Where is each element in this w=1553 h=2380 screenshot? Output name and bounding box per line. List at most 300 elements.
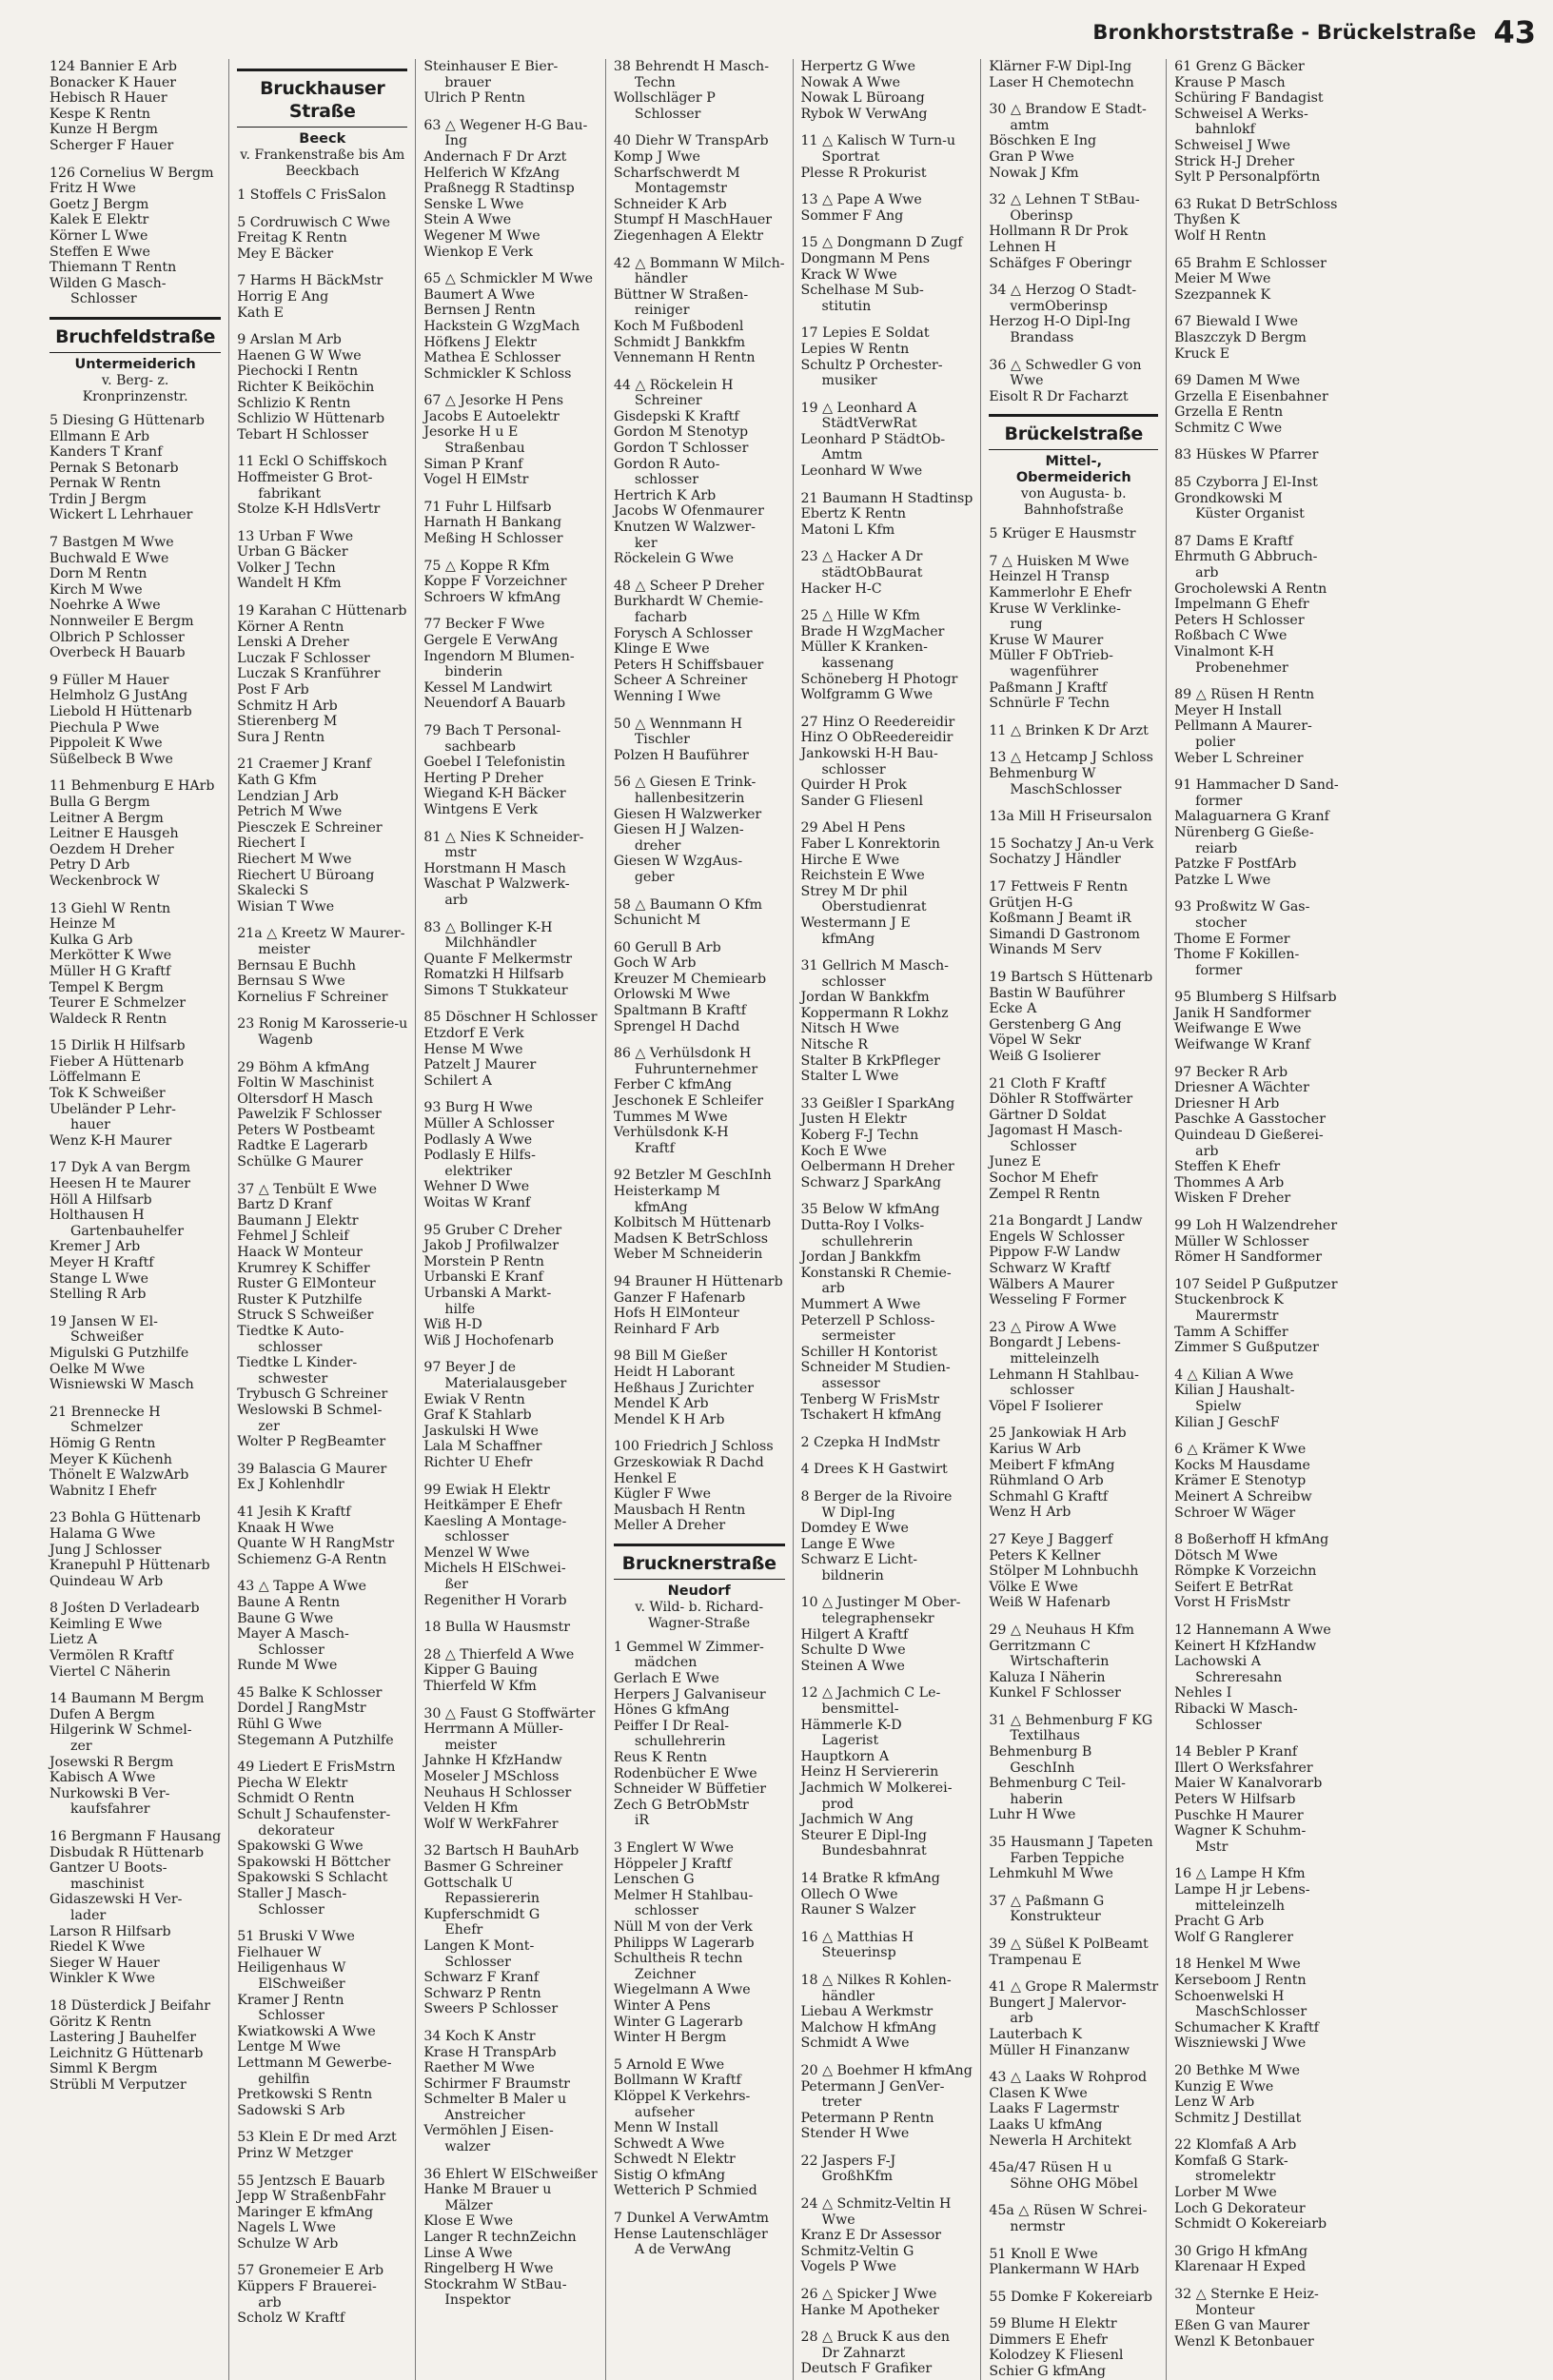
directory-entry: Schumacher K Kraftf xyxy=(1174,2019,1319,2036)
directory-entry: Petry D Arb xyxy=(49,857,130,874)
directory-entry: 9 Füller M Hauer xyxy=(49,672,169,688)
entry-spacer xyxy=(801,2185,973,2196)
directory-entry: Zimmer S Gußputzer xyxy=(1174,1340,1319,1356)
directory-entry: Fuhrunternehmer xyxy=(634,1061,758,1077)
directory-column xyxy=(228,59,415,2380)
directory-entry: Meyer K Küchenh xyxy=(49,1451,172,1467)
directory-entry: Jankowski H-H Bau- xyxy=(800,745,938,761)
directory-entry: 92 Betzler M GeschInh xyxy=(613,1168,772,1184)
directory-entry: Mummert A Wwe xyxy=(800,1296,921,1312)
directory-entry: assessor xyxy=(821,1375,880,1391)
entry-spacer xyxy=(801,809,973,820)
directory-entry: 67 Biewald I Wwe xyxy=(1174,314,1299,330)
directory-entry: Scheer A Schreiner xyxy=(613,673,748,689)
directory-entry: Olbrich P Schlosser xyxy=(49,629,185,645)
directory-entry: 60 Gerull B Arb xyxy=(613,939,721,955)
directory-entry: 18 Henkel M Wwe xyxy=(1174,1957,1301,1973)
directory-entry: Schlosser xyxy=(444,1954,511,1970)
directory-entry: walzer xyxy=(444,2139,491,2155)
entry-spacer xyxy=(237,915,407,926)
directory-entry: Koßmann J Beamt iR xyxy=(989,911,1131,927)
directory-entry: Philipps W Lagerarb xyxy=(613,1935,755,1951)
directory-entry: 85 Czyborra J El-Inst xyxy=(1174,475,1318,491)
entry-spacer xyxy=(237,518,407,529)
directory-entry: musiker xyxy=(821,373,877,389)
directory-entry: Winter H Bergm xyxy=(613,2030,727,2046)
entry-spacer xyxy=(989,712,1158,723)
directory-entry: Brade H WzgMacher xyxy=(800,623,945,639)
directory-entry: hilfe xyxy=(444,1301,476,1317)
entry-spacer xyxy=(1174,1053,1343,1065)
directory-entry: 14 Baumann M Bergm xyxy=(49,1691,205,1707)
directory-entry: Steuerinsp xyxy=(821,1945,896,1961)
directory-entry: Büttner W Straßen- xyxy=(613,286,749,303)
directory-entry: 39 Balascia G Maurer xyxy=(237,1461,387,1477)
directory-entry: Hirche E Wwe xyxy=(800,852,900,868)
directory-entry: Dimmers E Ehefr xyxy=(989,2331,1108,2348)
directory-entry: Stein A Wwe xyxy=(423,212,512,228)
directory-entry: Hämmerle K-D xyxy=(800,1717,902,1733)
directory-entry: Kilian J Haushalt- xyxy=(1174,1383,1295,1399)
directory-entry: Dorn M Rentn xyxy=(49,566,147,582)
directory-entry: Gärtner D Soldat xyxy=(989,1107,1107,1123)
directory-entry: Rühmland O Arb xyxy=(989,1473,1104,1489)
directory-entry: rung xyxy=(1010,617,1043,633)
entry-spacer xyxy=(237,1493,407,1505)
directory-entry: Ebertz K Rentn xyxy=(800,506,906,522)
directory-entry: Herpertz G Wwe xyxy=(800,59,915,74)
directory-entry: Helmholz G JustAng xyxy=(49,688,188,704)
entry-spacer xyxy=(49,1027,221,1038)
directory-entry: Schmidt J Bankkfm xyxy=(613,334,746,350)
directory-entry: Senske L Wwe xyxy=(423,196,524,212)
directory-entry: Spakowski H Böttcher xyxy=(237,1854,391,1870)
directory-entry: Thome E Former xyxy=(1174,931,1290,947)
directory-entry: Hense Lautenschläger xyxy=(613,2226,768,2242)
directory-entry: Gantzer U Boots- xyxy=(49,1860,167,1877)
directory-entry: Tamm A Schiffer xyxy=(1174,1324,1288,1340)
entry-spacer xyxy=(989,2305,1158,2316)
directory-entry: 61 Grenz G Bäcker xyxy=(1174,59,1305,74)
directory-entry: Koch E Wwe xyxy=(800,1143,887,1159)
directory-entry: Stange L Wwe xyxy=(49,1270,149,1287)
entry-spacer xyxy=(801,947,973,958)
directory-entry: Wolfgramm G Wwe xyxy=(800,687,934,703)
directory-entry: Malaguarnera G Kranf xyxy=(1174,809,1329,825)
directory-entry: vermOberinsp xyxy=(1010,298,1108,314)
directory-entry: Rühl G Wwe xyxy=(237,1717,323,1733)
directory-entry: Wenning I Wwe xyxy=(613,688,721,704)
directory-entry: Schüring F Bandagist xyxy=(1174,90,1324,107)
directory-entry: Faber L Konrektorin xyxy=(800,836,940,852)
directory-entry: amtm xyxy=(1010,117,1050,133)
directory-entry: Tempel K Bergm xyxy=(49,979,164,995)
directory-entry: Scherger F Hauer xyxy=(49,137,174,153)
directory-entry: Halama G Wwe xyxy=(49,1525,156,1542)
directory-entry: Schülke G Maurer xyxy=(237,1154,364,1170)
entry-spacer xyxy=(237,443,407,454)
directory-entry: Schwedt N Elektr xyxy=(613,2152,736,2168)
directory-entry: mitteleinzelh xyxy=(1195,1898,1286,1914)
directory-entry: 44 △ Röckelein H xyxy=(613,377,734,393)
directory-entry: Pawelzik F Schlosser xyxy=(237,1107,382,1123)
directory-entry: sermeister xyxy=(821,1328,895,1345)
directory-entry: 22 Klomfaß A Arb xyxy=(1174,2137,1297,2154)
directory-entry: Lastering J Bauhelfer xyxy=(49,2030,197,2046)
directory-entry: Rybok W VerwAng xyxy=(800,106,928,122)
directory-entry: Kunzig E Wwe xyxy=(1174,2078,1274,2095)
directory-entry: Heinze M xyxy=(49,916,116,933)
entry-spacer xyxy=(989,797,1158,809)
directory-entry: Dr Zahnarzt xyxy=(821,2345,906,2361)
directory-entry: schullehrerin xyxy=(634,1734,726,1750)
directory-entry: Gerstenberg G Ang xyxy=(989,1016,1122,1033)
entry-spacer xyxy=(49,523,221,535)
directory-entry: schlosser xyxy=(634,472,699,488)
directory-entry: Stumpf H MaschHauer xyxy=(613,212,773,228)
directory-entry: Strübli M Verputzer xyxy=(49,2076,187,2093)
directory-entry: Hauptkorn A xyxy=(800,1748,890,1764)
directory-entry: Pippoleit K Wwe xyxy=(49,736,163,752)
directory-entry: Kügler F Wwe xyxy=(613,1486,712,1503)
directory-entry: Deutsch F Grafiker xyxy=(800,2361,933,2377)
directory-entry: Weifwange E Wwe xyxy=(1174,1021,1302,1037)
directory-entry: Maurermstr xyxy=(1195,1308,1279,1324)
directory-entry: 5 Krüger E Hausmstr xyxy=(989,526,1136,542)
street-name: Bruckhauser Straße xyxy=(260,78,385,122)
directory-entry: Jepp W StraßenbFahr xyxy=(237,2189,386,2205)
directory-entry: 21 Baumann H Stadtinsp xyxy=(800,490,973,506)
directory-entry: Wolf G Ranglerer xyxy=(1174,1929,1294,1945)
directory-entry: Schier G kfmAng xyxy=(989,2364,1107,2380)
directory-entry: Regenither H Vorarb xyxy=(423,1592,567,1608)
directory-entry: 11 Eckl O Schiffskoch xyxy=(237,454,387,470)
directory-entry: 6 △ Krämer K Wwe xyxy=(1174,1442,1307,1458)
directory-entry: 13 Giehl W Rentn xyxy=(49,900,171,916)
directory-entry: 13 Urban F Wwe xyxy=(237,528,354,544)
directory-entry: Schult J Schaufenster- xyxy=(237,1807,391,1823)
directory-entry: Helferich W KfzAng xyxy=(423,165,560,181)
directory-entry: Linse A Wwe xyxy=(423,2245,513,2261)
directory-entry: geber xyxy=(634,869,675,885)
street-heading xyxy=(237,69,407,128)
directory-entry: 17 Fettweis F Rentn xyxy=(989,878,1129,895)
entry-spacer xyxy=(801,2052,973,2063)
directory-entry: Laaks U kfmAng xyxy=(989,2116,1103,2133)
directory-entry: Thiemann T Rentn xyxy=(49,260,177,276)
directory-entry: Sura J Rentn xyxy=(237,729,325,745)
directory-entry: Wenz K-H Maurer xyxy=(49,1132,172,1149)
directory-entry: Bernsau E Buchh xyxy=(237,957,357,974)
entry-spacer xyxy=(801,1450,973,1462)
directory-entry: Müller W Schlosser xyxy=(1174,1233,1309,1249)
directory-entry: Quante W H RangMstr xyxy=(237,1536,395,1552)
entry-spacer xyxy=(989,90,1158,102)
entry-spacer xyxy=(801,1583,973,1595)
directory-entry: 18 Bulla W Hausmstr xyxy=(423,1620,571,1636)
entry-spacer xyxy=(1174,1521,1343,1532)
entry-spacer xyxy=(989,825,1158,836)
directory-entry: Fritz H Wwe xyxy=(49,181,136,197)
directory-entry: Heinzel H Transp xyxy=(989,569,1110,585)
directory-entry: Klärner F-W Dipl-Ing xyxy=(989,59,1132,74)
directory-entry: Basmer G Schreiner xyxy=(423,1859,563,1875)
directory-entry: Weckenbrock W xyxy=(49,873,160,889)
directory-entry: Winands M Serv xyxy=(989,942,1102,958)
directory-entry: treter xyxy=(821,2095,862,2111)
directory-entry: Ulrich P Rentn xyxy=(423,90,525,107)
directory-entry: Ruster K Putzhilfe xyxy=(237,1291,363,1308)
directory-entry: Kruck E xyxy=(1174,345,1230,362)
entry-spacer xyxy=(989,1968,1158,1979)
directory-entry: Vogels P Wwe xyxy=(800,2259,896,2275)
entry-spacer xyxy=(801,1674,973,1685)
directory-entry: Hönes G kfmAng xyxy=(613,1702,730,1719)
directory-entry: 83 △ Bollinger K-H xyxy=(423,919,553,935)
directory-entry: Ehrmuth G Abbruch- xyxy=(1174,549,1318,565)
entry-spacer xyxy=(801,181,973,192)
directory-entry: Jachmich W Molkerei- xyxy=(800,1780,953,1796)
entry-spacer xyxy=(989,1308,1158,1320)
directory-entry: Maringer E kfmAng xyxy=(237,2204,374,2220)
directory-entry: 12 Hannemann A Wwe xyxy=(1174,1623,1331,1639)
directory-entry: Ferber C kfmAng xyxy=(613,1077,732,1093)
directory-entry: Giesen H Walzwerker xyxy=(613,806,762,822)
entry-spacer xyxy=(423,1348,598,1360)
directory-entry: Behmenburg C Teil- xyxy=(989,1776,1126,1792)
directory-entry: Hofs H ElMonteur xyxy=(613,1306,739,1322)
directory-entry: Schlosser xyxy=(258,1642,324,1658)
directory-entry: 27 Hinz O Reedereidir xyxy=(800,714,955,730)
entry-spacer xyxy=(989,2149,1158,2160)
street-route: v. Frankenstraße bis Am Beeckbach xyxy=(240,148,405,179)
entry-spacer xyxy=(614,1337,785,1348)
directory-entry: Grütjen H-G xyxy=(989,895,1073,911)
directory-entry: Malchow H kfmAng xyxy=(800,2019,936,2036)
directory-entry: Sportrat xyxy=(821,148,880,165)
directory-entry: Schneider M Studien- xyxy=(800,1360,951,1376)
directory-entry: 30 △ Brandow E Stadt- xyxy=(989,102,1147,118)
directory-entry: 21a △ Kreetz W Maurer- xyxy=(237,926,405,942)
directory-entry: Schelhase M Sub- xyxy=(800,283,924,299)
directory-entry: Koppe F Vorzeichner xyxy=(423,574,567,590)
directory-entry: Winter A Pens xyxy=(613,1997,711,2014)
directory-entry: Meyer H Kraftf xyxy=(49,1255,154,1270)
directory-entry: Weber L Schreiner xyxy=(1174,750,1304,766)
directory-entry: 7 Harms H BäckMstr xyxy=(237,273,383,289)
directory-entry: 59 Blume H Elektr xyxy=(989,2316,1117,2332)
directory-entry: Döhler R Stoffwärter xyxy=(989,1092,1133,1108)
directory-entry: Schweisel A Werks- xyxy=(1174,106,1308,122)
directory-entry: Tebart H Schlosser xyxy=(237,426,369,443)
directory-entry: Römer H Sandformer xyxy=(1174,1249,1322,1266)
directory-entry: 4 Drees K H Gastwirt xyxy=(800,1462,948,1478)
entry-spacer xyxy=(423,1089,598,1100)
directory-entry: GroßhKfm xyxy=(821,2169,894,2185)
directory-entry: Völke E Wwe xyxy=(989,1579,1078,1595)
directory-entry: Kabisch A Wwe xyxy=(49,1770,156,1786)
directory-entry: Wwe xyxy=(821,2212,855,2228)
directory-entry: 15 △ Dongmann D Zugf xyxy=(800,235,963,251)
entry-spacer xyxy=(1174,1945,1343,1957)
directory-entry: Radtke E Lagerarb xyxy=(237,1138,368,1154)
directory-entry: 45 Balke K Schlosser xyxy=(237,1684,383,1701)
directory-entry: Oberinsp xyxy=(1010,207,1073,224)
directory-entry: 86 △ Verhülsdonk H xyxy=(613,1046,752,1062)
directory-entry: 35 Below W kfmAng xyxy=(800,1202,940,1218)
directory-entry: Giesen W WzgAus- xyxy=(613,854,743,870)
directory-entry: Vöpel F Isolierer xyxy=(989,1398,1103,1414)
directory-entry: Böschken E Ing xyxy=(989,133,1097,149)
directory-entry: Spakowski S Schlacht xyxy=(237,1870,388,1886)
directory-entry: Zech G BetrObMstr xyxy=(613,1797,749,1813)
directory-entry: Küppers F Brauerei- xyxy=(237,2279,377,2295)
directory-column xyxy=(42,59,228,2380)
directory-entry: Fielhauer W xyxy=(237,1944,322,1960)
directory-entry: Herting P Dreher xyxy=(423,770,543,786)
directory-entry: Nowak A Wwe xyxy=(800,74,901,90)
directory-entry: Ewiak V Rentn xyxy=(423,1391,525,1407)
entry-spacer xyxy=(423,547,598,559)
entry-spacer xyxy=(1174,2052,1343,2063)
directory-entry: Illert O Werksfahrer xyxy=(1174,1760,1313,1776)
directory-entry: Kremer J Arb xyxy=(49,1239,141,1255)
directory-entry: Wagenb xyxy=(258,1032,313,1048)
directory-entry: 94 Brauner H Hüttenarb xyxy=(613,1273,783,1289)
directory-entry: Rauner S Walzer xyxy=(800,1902,916,1918)
directory-entry: Kruse W Maurer xyxy=(989,632,1104,648)
directory-entry: Wolf H Rentn xyxy=(1174,227,1267,244)
directory-entry: Strick H-J Dreher xyxy=(1174,153,1295,169)
directory-entry: 19 Jansen W El- xyxy=(49,1313,158,1329)
directory-entry: Etzdorf E Verk xyxy=(423,1026,524,1042)
directory-entry: Wehner D Wwe xyxy=(423,1179,530,1195)
directory-entry: Impelmann G Ehefr xyxy=(1174,597,1309,613)
directory-entry: Lehmkuhl M Wwe xyxy=(989,1866,1113,1882)
directory-entry: meister xyxy=(258,941,310,957)
directory-entry: Weiß W Hafenarb xyxy=(989,1595,1111,1611)
directory-entry: Inspektor xyxy=(444,2292,511,2309)
directory-entry: Kwiatkowski A Wwe xyxy=(237,2023,376,2039)
directory-entry: meister xyxy=(444,1737,497,1753)
directory-entry: Simandi D Gastronom xyxy=(989,926,1140,942)
directory-entry: Kessel M Landwirt xyxy=(423,679,553,696)
directory-entry: Eßen G van Maurer xyxy=(1174,2318,1310,2334)
entry-spacer xyxy=(49,154,221,166)
directory-entry: Strey M Dr phil xyxy=(800,883,908,899)
entry-spacer xyxy=(423,2155,598,2167)
directory-entry: Thönelt E WalzwArb xyxy=(49,1467,189,1484)
directory-entry: 24 △ Schmitz-Veltin H xyxy=(800,2196,952,2213)
entry-spacer xyxy=(614,1829,785,1840)
directory-entry: Loch G Dekorateur xyxy=(1174,2200,1306,2216)
street-heading xyxy=(614,1544,785,1580)
directory-entry: Westermann J E xyxy=(800,915,911,931)
entry-spacer xyxy=(423,818,598,830)
directory-entry: Meller A Dreher xyxy=(613,1518,726,1534)
directory-entry: 40 Diehr W TranspArb xyxy=(613,133,769,149)
directory-entry: 58 △ Baumann O Kfm xyxy=(613,896,762,913)
entry-spacer xyxy=(237,1005,407,1016)
entry-spacer xyxy=(49,661,221,673)
directory-entry: zer xyxy=(258,1418,280,1434)
directory-entry: Kath G Kfm xyxy=(237,773,317,788)
directory-entry: maschinist xyxy=(70,1876,145,1892)
directory-entry: Lehnen H xyxy=(989,239,1056,255)
directory-entry: Tiedtke K Auto- xyxy=(237,1324,344,1339)
entry-spacer xyxy=(1174,1611,1343,1623)
directory-entry: Laaks F Lagermstr xyxy=(989,2101,1119,2117)
directory-entry: Kramer J Rentn xyxy=(237,1992,344,2008)
entry-spacer xyxy=(423,260,598,271)
directory-entry: Schneider W Büffetier xyxy=(613,1781,767,1798)
directory-entry: 29 Abel H Pens xyxy=(800,820,906,836)
directory-entry: Riechert U Büroang xyxy=(237,867,375,883)
directory-entry: Hense M Wwe xyxy=(423,1041,523,1057)
directory-entry: Weslowski B Schmel- xyxy=(237,1402,383,1418)
directory-entry: Richter U Ehefr xyxy=(423,1454,533,1470)
entry-spacer xyxy=(614,886,785,897)
directory-entry: Haenen G W Wwe xyxy=(237,347,362,364)
entry-spacer xyxy=(614,1427,785,1439)
directory-entry: Nurkowski B Ver- xyxy=(49,1785,170,1801)
directory-entry: Brandass xyxy=(1010,329,1074,345)
directory-entry: Grondkowski M xyxy=(1174,490,1283,506)
directory-entry: 36 △ Schwedler G von xyxy=(989,357,1142,373)
directory-entry: Grocholewski A Rentn xyxy=(1174,580,1327,597)
directory-entry: Nagels L Wwe xyxy=(237,2220,336,2236)
directory-entry: Mausbach H Rentn xyxy=(613,1502,746,1518)
directory-entry: Dufen A Bergm xyxy=(49,1706,155,1722)
directory-entry: 28 △ Thierfeld A Wwe xyxy=(423,1646,575,1662)
directory-entry: Wandelt H Kfm xyxy=(237,576,342,592)
directory-entry: Kranepuhl P Hüttenarb xyxy=(49,1558,210,1574)
directory-entry: Sander G Fliesenl xyxy=(800,793,924,809)
directory-entry: schlosser xyxy=(821,761,886,777)
directory-entry: 37 △ Paßmann G xyxy=(989,1893,1105,1909)
entry-spacer xyxy=(801,1859,973,1871)
entry-spacer xyxy=(1174,2275,1343,2287)
entry-spacer xyxy=(989,1882,1158,1894)
directory-entry: Grzella E Rentn xyxy=(1174,404,1284,421)
directory-entry: Goch W Arb xyxy=(613,955,697,972)
directory-entry: 91 Hammacher D Sand- xyxy=(1174,777,1339,794)
directory-entry: Kornelius F Schreiner xyxy=(237,989,388,1005)
directory-entry: Stierenberg M xyxy=(237,714,338,730)
directory-entry: Oltersdorf H Masch xyxy=(237,1091,373,1107)
directory-column xyxy=(415,59,605,2380)
directory-entry: Meinert A Schreibw xyxy=(1174,1488,1312,1505)
entry-spacer xyxy=(237,1170,407,1182)
directory-entry: 13 △ Pape A Wwe xyxy=(800,192,922,208)
entry-spacer xyxy=(49,1149,221,1160)
directory-entry: Süßelbeck B Wwe xyxy=(49,751,173,767)
directory-entry: Polzen H Bauführer xyxy=(613,747,749,763)
directory-entry: Bastin W Bauführer xyxy=(989,985,1126,1001)
directory-entry: Gidaszewski H Ver- xyxy=(49,1892,183,1908)
entry-spacer xyxy=(1174,2126,1343,2137)
entry-spacer xyxy=(1174,766,1343,777)
directory-entry: Moseler J MSchloss xyxy=(423,1769,560,1784)
entry-spacer xyxy=(801,224,973,235)
directory-entry: StädtVerwRat xyxy=(821,416,917,432)
entry-spacer xyxy=(237,2252,407,2263)
directory-entry: Liebau A Werkmstr xyxy=(800,2004,934,2020)
directory-entry: Schlizio K Rentn xyxy=(237,395,351,411)
directory-entry: Winkler K Wwe xyxy=(49,1971,156,1987)
directory-entry: Trampenau E xyxy=(989,1952,1082,1968)
directory-entry: 32 △ Sternke E Heiz- xyxy=(1174,2287,1319,2303)
